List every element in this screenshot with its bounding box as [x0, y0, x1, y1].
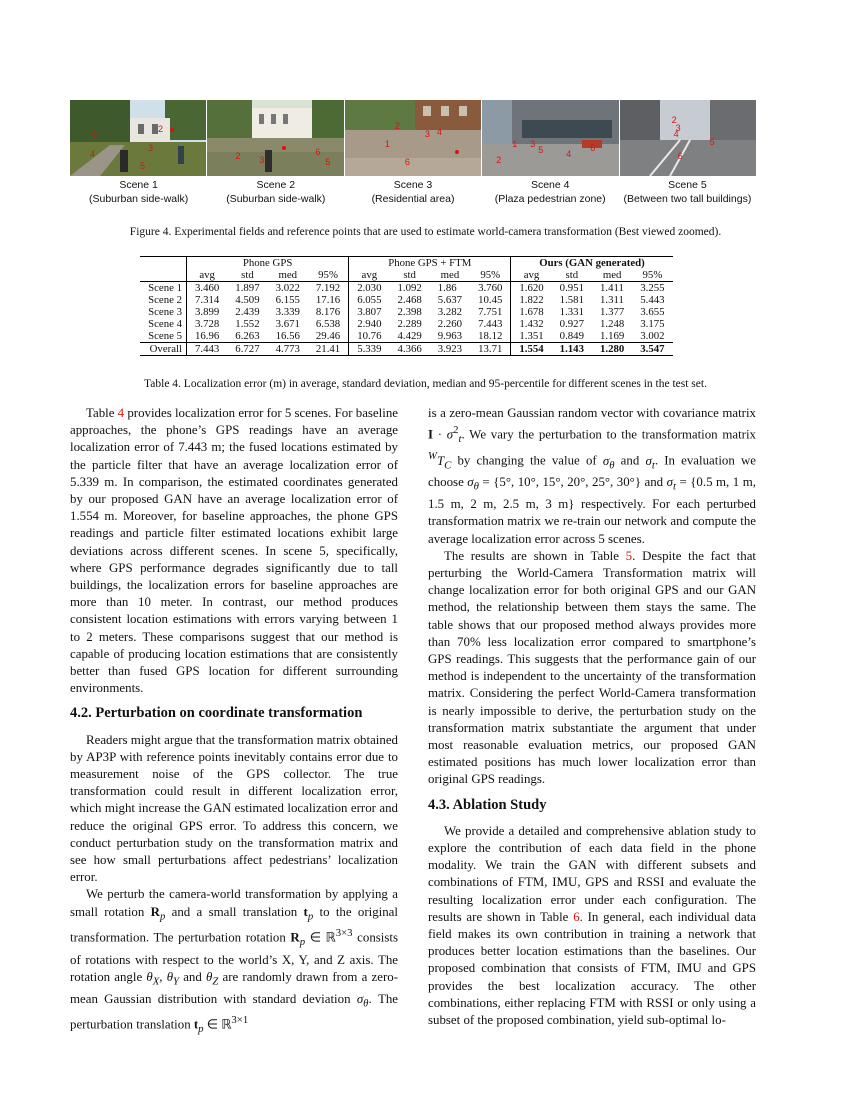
left-column: [70, 405, 398, 1038]
figure-4-scene-captions: [70, 178, 756, 206]
text-span: . The perturbation translation: [70, 991, 398, 1032]
table-row: [140, 343, 673, 356]
scene-title: Scene 2: [256, 179, 296, 191]
table-cell: 1.822: [511, 294, 552, 306]
scene-1-photo: 6 3 2 4 5: [70, 100, 206, 176]
column-header: avg: [511, 269, 552, 282]
table-cell: 2.260: [437, 318, 463, 330]
table-cell: 4.366: [389, 343, 429, 356]
table-cell: [632, 343, 672, 356]
table-cell: 4.509: [235, 294, 260, 306]
row-label: Scene 5: [148, 330, 182, 342]
table-cell: 1.552: [235, 318, 260, 330]
table-row: [140, 294, 673, 306]
figure-4-strip: [70, 100, 756, 176]
table-cell: 1.620: [511, 282, 552, 295]
table-cell: 2.398: [397, 306, 422, 318]
text-span: Table: [86, 406, 118, 420]
scene-2-image: [207, 100, 343, 176]
table-cell: 3.728: [187, 318, 228, 330]
paragraph: [428, 823, 756, 1029]
group-header-phone-gps-ftm: Phone GPS + FTM: [349, 257, 511, 270]
table-cell: 6.155: [275, 294, 300, 306]
text-span: and: [614, 453, 646, 468]
text-span: The results are shown in Table: [444, 548, 626, 563]
table-cell: 7.751: [478, 306, 503, 318]
table-cell: 10.45: [478, 294, 503, 306]
text-span: by changing the value of: [451, 453, 603, 468]
scene-caption: [619, 178, 756, 206]
text-span: and: [179, 969, 206, 984]
table-cell: 6.538: [315, 318, 341, 330]
table-cell: 2.030: [349, 282, 390, 295]
scene-subtitle: (Between two tall buildings): [623, 193, 752, 205]
table-cell: 1.248: [599, 318, 625, 330]
table-cell: 1.169: [599, 330, 625, 342]
scene-subtitle: (Plaza pedestrian zone): [494, 193, 606, 205]
text-span: provides localization error for 5 scenes. For baseline approaches, the phone’s GPS readings have an average localization error of 7.443 m; the fused locations estimated by the particle filter that have an average localization error of 5.339 m. In comparison, the estimated coordinates generated by our proposed GAN have an average localization error of 1.554 m. Moreover, for baseline approaches, the phone GPS readings and particle filter estimated locations exhibit large deviations across different scenes. In scene 5, specifically, where GPS performance degrades significantly due to tall buildings, the localization errors for baseline approaches are more than 10 meter. In contrast, our method produces consistent location estimations with errors varying between 1 to 2 meters. These comparisons suggest that our method is capable of producing location estimations that are consistently better than fused GPS location for different surrounding environments.: [70, 406, 398, 696]
table-cell: 4.773: [268, 343, 308, 356]
scene-subtitle: (Suburban side-walk): [226, 193, 326, 205]
scene-caption: [207, 178, 344, 206]
scene-4-image: [482, 100, 618, 176]
scene-title: Scene 4: [530, 179, 570, 191]
row-label: Scene 3: [148, 306, 182, 318]
row-label: Scene 2: [148, 294, 182, 306]
row-label: Overall: [140, 343, 187, 356]
paragraph: We perturb the camera-world transformation by applying a small rotation $R_p$ and a small translation $t_p$ to the original transformation. The perturbation rotation $R_p$ ∈ ℝ$^{3\times 3}$ consists of rotations with respect to the world’s X, Y, and Z axis. The rotation angle $\theta_X$, $\theta_Y$ and $\theta_Z$ are randomly drawn from a zero-mean Gaussian distribution with standard deviation $\sigma_\theta$. The perturbation translation $t_p$ ∈ ℝ$^{3\times 1}$: [70, 887, 398, 1036]
text-span: and: [641, 475, 667, 490]
table-cell: 13.71: [470, 343, 511, 356]
scene-title: Scene 5: [668, 179, 707, 191]
column-header: med: [430, 269, 470, 282]
column-header: std: [389, 269, 429, 282]
paragraph: [428, 548, 756, 789]
text-span: . In evaluation we choose: [428, 453, 756, 490]
column-header: 95%: [470, 269, 511, 282]
table-row: [140, 318, 673, 330]
table-cell: 0.849: [559, 330, 584, 342]
scene-3-photo: 2 3 4 1 6: [345, 100, 481, 176]
table-cell: 18.12: [478, 330, 503, 342]
table-cell: 1.311: [599, 294, 624, 306]
best-value: 1.280: [599, 343, 625, 355]
table-cell: 7.192: [315, 282, 341, 294]
table-cell: 1.377: [599, 306, 625, 318]
scene-5-photo: 2 3 4 5 6: [620, 100, 756, 176]
text-span: . In general, each individual data field makes its own contribution in training a network that produces better location estimations than the baselines. Our proposed combination that consists of FTM, IMU and GPS provides the best localization accuracy. The other combinations, either replacing FTM with RSSI or only using a subset of the proposed combination, yield sub-optimal lo-: [428, 909, 756, 1028]
scene-title: Scene 1: [119, 179, 158, 191]
table-cell: 1.581: [559, 294, 584, 306]
section-heading-4-3: 4.3. Ablation Study: [428, 796, 547, 813]
table-cell: 8.176: [315, 306, 341, 318]
table-cell: 1.331: [559, 306, 584, 318]
paragraph: is a zero-mean Gaussian random vector with covariance matrix $I \cdot \sigma^2_t$. We vary the perturbation to the transformation matrix $^WT_C$ by changing the value of $\sigma_\theta$ and $\sigma_t$. In evaluation we choose $\sigma_\theta = \{5^\circ$, 10°, 15°, 20°, 25°, 30°} and $\sigma_t = \{0.5$ m, 1 m, 1.5 m, 2 m, 2.5 m, 3 m} respectively. For each perturbed transformation matrix we re-train our network and compute the average localization error across 5 scenes.: [428, 406, 756, 546]
column-header: std: [552, 269, 592, 282]
table-cell: [511, 343, 552, 356]
best-value: 3.547: [640, 343, 665, 355]
table-cell: 3.002: [640, 330, 665, 342]
text-span: We perturb the camera-world transformation by applying a small rotation: [70, 887, 398, 919]
table-cell: 10.76: [349, 330, 390, 343]
text-span: are randomly drawn from a zero-mean Gaussian distribution with standard deviation: [70, 969, 398, 1006]
table-cell: 1.351: [511, 330, 552, 343]
column-header: avg: [187, 269, 228, 282]
scene-subtitle: (Residential area): [371, 193, 455, 205]
table-4-caption: Table 4. Localization error (m) in average, standard deviation, median and 95-percentile for different scenes in the test set.: [144, 378, 707, 390]
table-5-link[interactable]: 5: [625, 548, 633, 563]
section-heading-4-2: 4.2. Perturbation on coordinate transformation: [70, 705, 363, 722]
table-cell: 2.940: [349, 318, 390, 330]
text-span: and a small translation: [165, 904, 304, 919]
table-4-link[interactable]: 4: [117, 406, 125, 420]
table-cell: 6.263: [235, 330, 260, 342]
table-cell: 1.411: [599, 282, 624, 294]
table-cell: 3.760: [478, 282, 503, 294]
table-cell: 0.927: [559, 318, 584, 330]
scene-subtitle: (Suburban side-walk): [88, 193, 189, 205]
table-cell: 3.022: [275, 282, 300, 294]
table-4: [140, 256, 673, 356]
table-cell: 3.807: [349, 306, 390, 318]
table-cell: 2.289: [397, 318, 422, 330]
scene-5-image: [620, 100, 756, 176]
table-cell: 5.637: [437, 294, 463, 306]
table-row: [140, 306, 673, 318]
text-span: . Despite the fact that perturbing the World-Camera Transformation matrix will change localization error for both original GPS and our GAN method, the relationship between them stays the same. The table shows that our proposed method always provides more than 70% less localization error compared to smartphone’s GPS readings. This suggests that the performance gain of our method is independent to the uncertainty of the transformation matrix. Considering the perfect World-Camera transformation is nearly impossible to derive, the perturbation study on the transformation matrix substantiate the argument that under most reasonable evaluation metrics, our proposed GAN estimated positions has much lower localization error than original GPS readings.: [428, 548, 757, 787]
table-cell: 3.175: [640, 318, 665, 330]
text-span: to the original transformation. The perturbation rotation: [70, 904, 398, 945]
table-cell: 3.899: [187, 306, 228, 318]
table-cell: 4.429: [397, 330, 422, 342]
scene-caption: [344, 178, 481, 206]
text-span: consists of rotations with respect to the world’s X, Y, and Z axis. The rotation angle: [70, 930, 398, 984]
table-cell: 3.671: [275, 318, 300, 330]
table-cell: 3.282: [437, 306, 463, 318]
row-label: Scene 1: [148, 282, 182, 294]
group-header-ours: Ours (GAN generated): [511, 257, 673, 270]
group-header-phone-gps: Phone GPS: [187, 257, 349, 270]
table-cell: 7.443: [478, 318, 503, 330]
paragraph: [70, 405, 398, 697]
table-cell: 1.432: [511, 318, 552, 330]
text-span: We provide a detailed and comprehensive ablation study to explore the contribution of each data field in the phone modality. We train the GAN with different subsets and combinations of FTM, IMU, GPS and RSSI and evaluate the resulting localization error under each configuration. The results are shown in Table: [428, 823, 756, 924]
table-cell: 9.963: [437, 330, 463, 342]
row-label: Scene 4: [148, 318, 182, 330]
table-6-link[interactable]: 6: [573, 909, 580, 924]
table-cell: 3.255: [640, 282, 665, 294]
scene-3-image: [345, 100, 481, 176]
column-header: avg: [349, 269, 390, 282]
figure-4-caption: Figure 4. Experimental fields and reference points that are used to estimate world-camera transformation (Best viewed zoomed).: [129, 226, 722, 238]
paragraph: Readers might argue that the transformation matrix obtained by AP3P with reference points inevitably contains error due to measurement noise of the GPS collector. The true transformation could result in different localization error, which might increase the GAN estimated localization error and reduce the original GPS error. To address this concern, we conduct perturbation study on the transformation matrix and see how small perturbations affect pedestrians’ localization error.: [70, 732, 398, 885]
text-span: . We vary the perturbation to the transformation matrix: [461, 427, 756, 442]
table-cell: 6.055: [349, 294, 390, 306]
best-value: 1.554: [519, 343, 544, 355]
right-column: [428, 405, 756, 1029]
table-cell: 2.439: [235, 306, 260, 318]
table-row: [140, 282, 673, 295]
table-cell: 7.443: [187, 343, 228, 356]
table-cell: 1.897: [235, 282, 260, 294]
table-cell: 3.339: [275, 306, 300, 318]
table-cell: [552, 343, 592, 356]
table-group-header-row: [140, 257, 673, 270]
best-value: 1.143: [559, 343, 584, 355]
scene-1-image: [70, 100, 206, 176]
table-cell: 5.443: [640, 294, 665, 306]
column-header: std: [227, 269, 267, 282]
table-cell: 1.678: [511, 306, 552, 318]
table-cell: 5.339: [349, 343, 390, 356]
scene-title: Scene 3: [393, 179, 433, 191]
table-cell: 6.727: [227, 343, 267, 356]
table-row: [140, 330, 673, 343]
text-span: respectively. For each perturbed transformation matrix we re-train our network and compute the average localization error across 5 scenes.: [428, 497, 756, 546]
table-cell: 3.923: [430, 343, 470, 356]
column-header: med: [268, 269, 308, 282]
scene-caption: [70, 178, 207, 206]
column-header: 95%: [632, 269, 672, 282]
table-cell: 7.314: [187, 294, 228, 306]
column-header: 95%: [308, 269, 349, 282]
scene-2-photo: 2 3 6 5: [207, 100, 343, 176]
column-header: med: [592, 269, 632, 282]
table-cell: 29.46: [315, 330, 341, 342]
table-cell: 1.86: [437, 282, 457, 294]
table-cell: [592, 343, 632, 356]
table-cell: 17.16: [315, 294, 341, 306]
text-span: is a zero-mean Gaussian random vector with covariance matrix: [428, 406, 756, 420]
table-cell: 3.460: [187, 282, 228, 295]
table-cell: 21.41: [308, 343, 349, 356]
table-cell: 16.56: [275, 330, 300, 342]
table-cell: 3.655: [640, 306, 665, 318]
table-cell: 0.951: [559, 282, 584, 294]
table-cell: 16.96: [187, 330, 228, 343]
table-subheader-row: [140, 269, 673, 282]
table-cell: 2.468: [397, 294, 422, 306]
scene-4-photo: 1 3 5 2 4 6: [482, 100, 618, 176]
table-cell: 1.092: [397, 282, 422, 294]
table-body: [140, 282, 673, 356]
scene-caption: [482, 178, 619, 206]
